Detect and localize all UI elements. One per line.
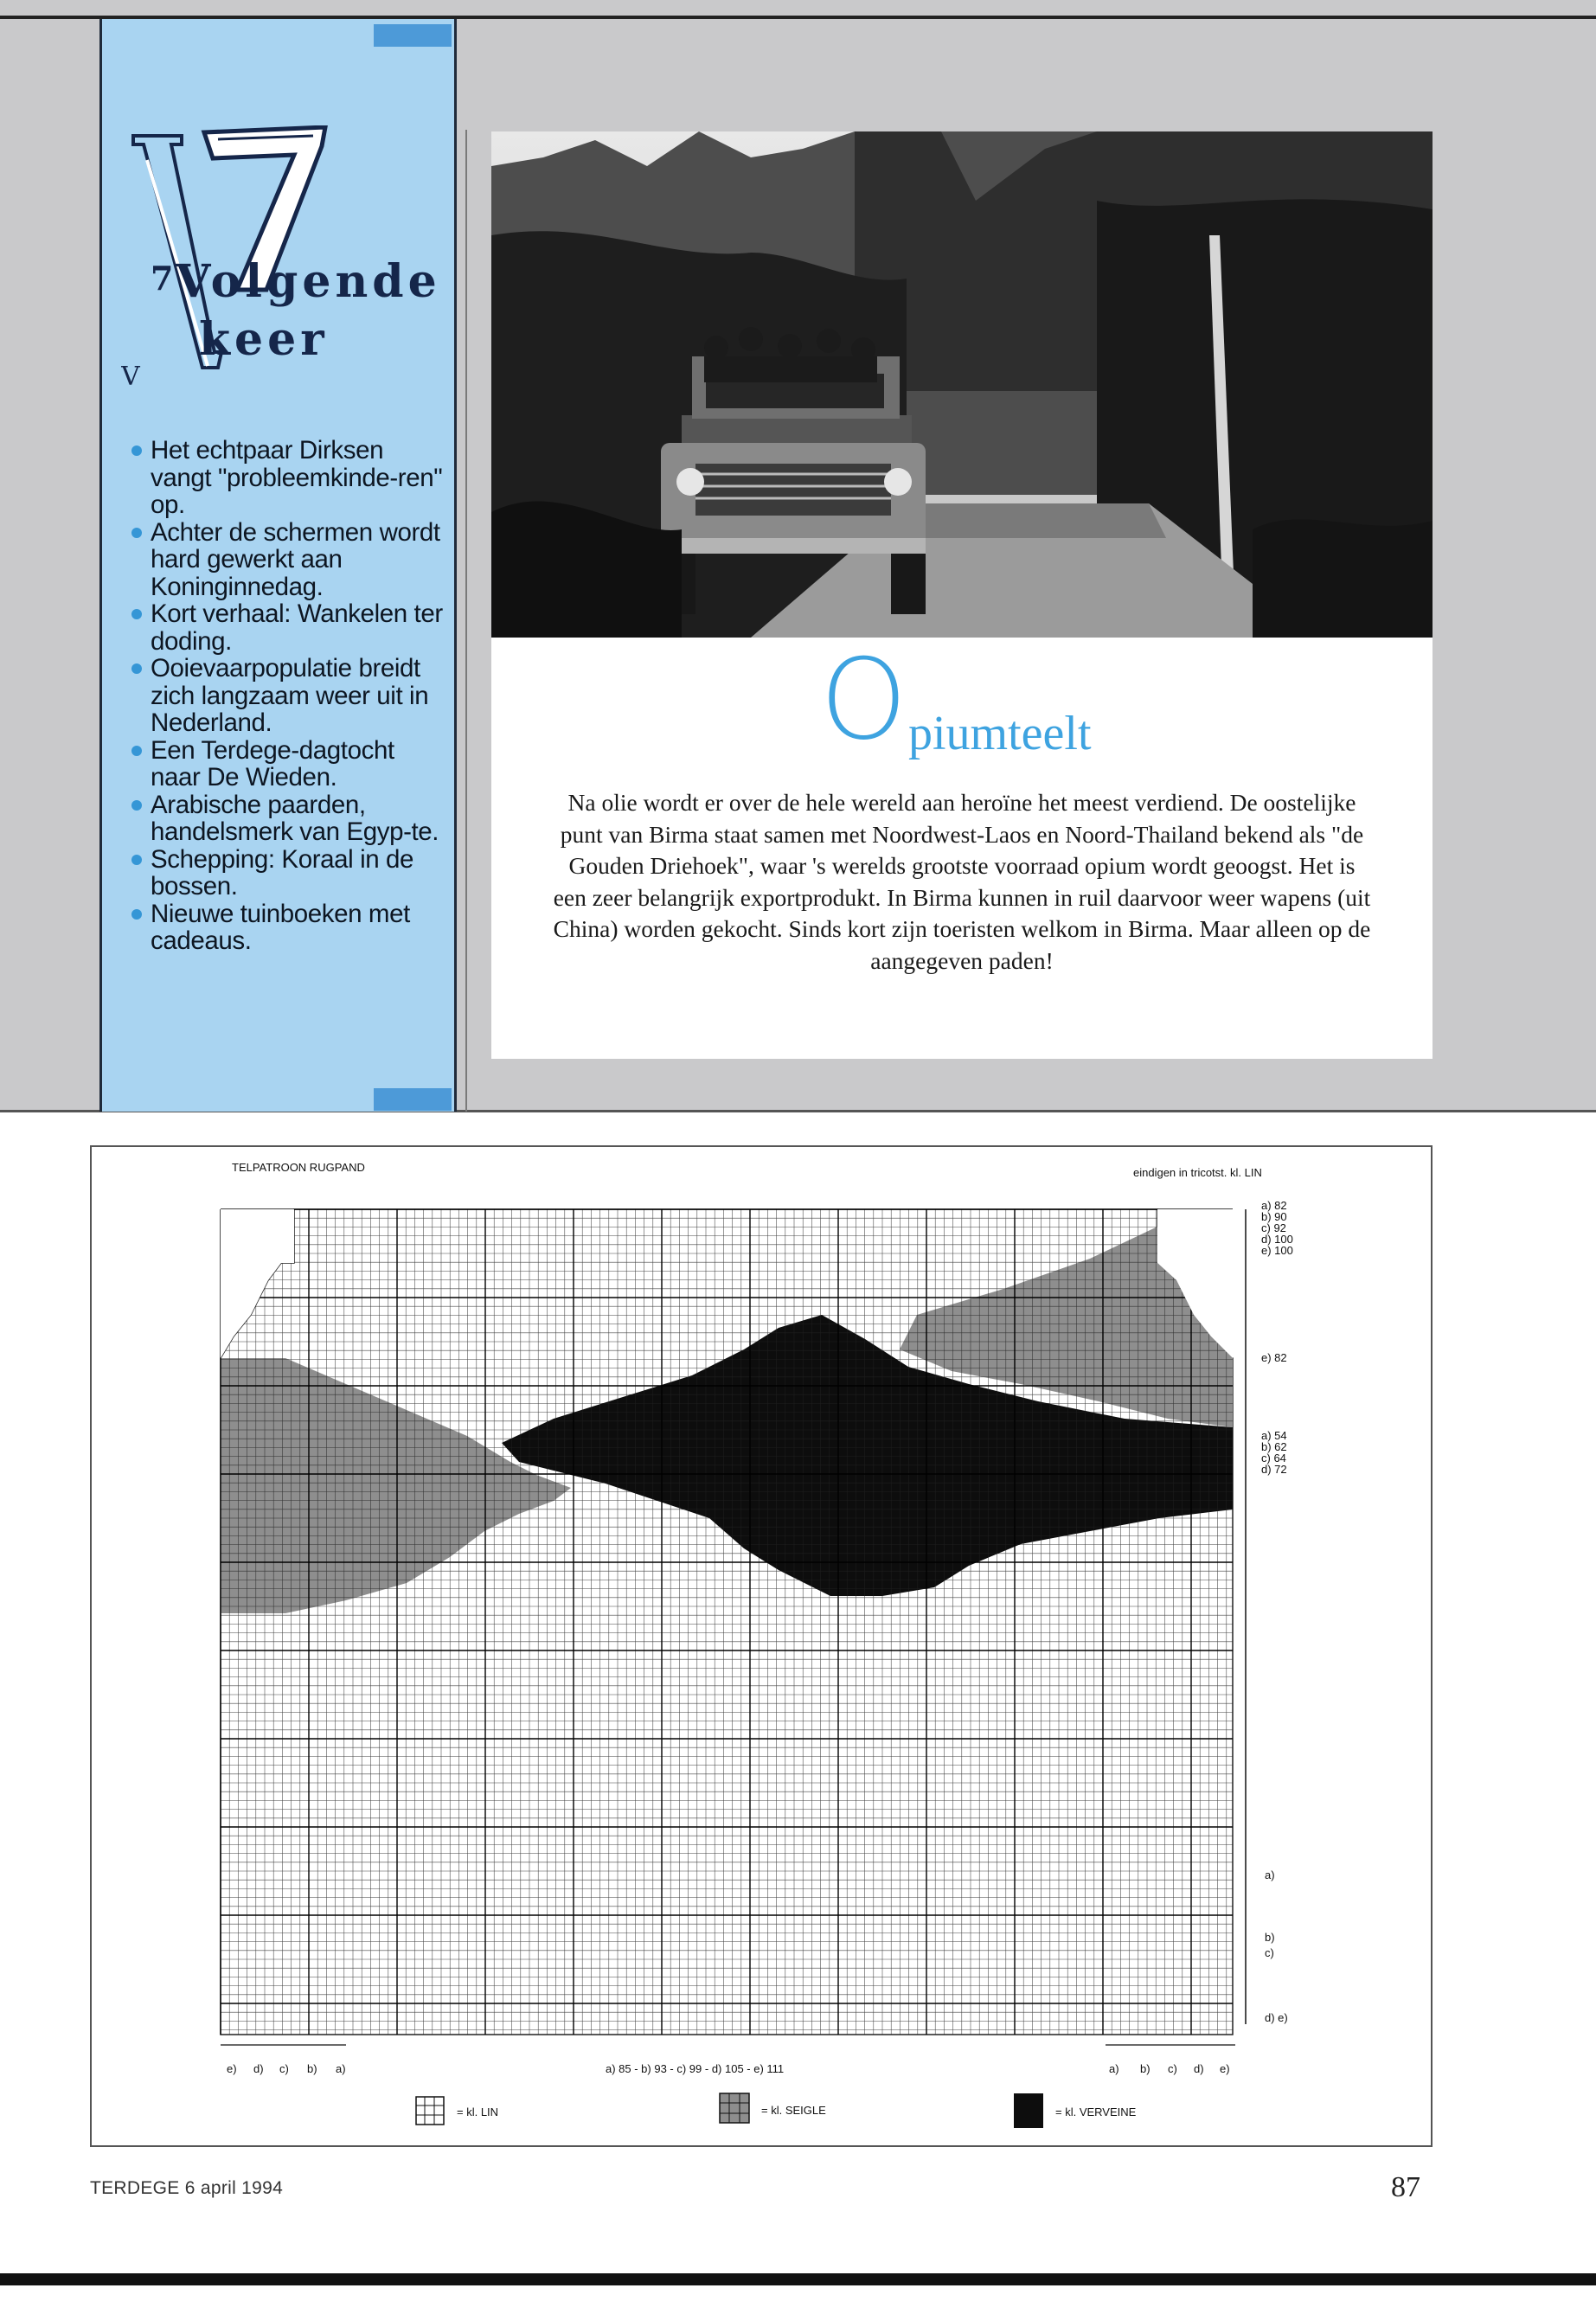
- legend-label: = kl. SEIGLE: [761, 2104, 826, 2117]
- chart-grid-area: [221, 1209, 1233, 2035]
- logo-number: 7: [151, 259, 174, 298]
- legend-label: = kl. LIN: [457, 2106, 499, 2118]
- right-size-labels: [1246, 1199, 1293, 2024]
- legend-label: = kl. VERVEINE: [1055, 2106, 1137, 2118]
- legend-item-lin: [416, 2097, 498, 2125]
- bottom-size-labels: [221, 2045, 1235, 2075]
- size-label: e) 82: [1261, 1351, 1287, 1364]
- chart-legend: [416, 2093, 1137, 2128]
- size-marker: b): [1265, 1931, 1275, 1944]
- size-label: c) 92: [1261, 1221, 1286, 1234]
- size-marker: b): [307, 2062, 317, 2075]
- bottom-center-count: a) 85 - b) 93 - c) 99 - d) 105 - e) 111: [606, 2062, 785, 2075]
- size-marker: c): [1168, 2062, 1177, 2075]
- size-marker: a): [336, 2062, 346, 2075]
- bottom-rule: [0, 2273, 1596, 2285]
- headline-initial: O: [820, 636, 907, 765]
- list-item: Kort verhaal: Wankelen ter doding.: [131, 600, 450, 655]
- chart-title: TELPATROON RUGPAND: [232, 1161, 365, 1174]
- article-body: Na olie wordt er over de hele wereld aan heroïne het meest verdiend. De oostelijke punt van Birma staat samen met Noordwest-Laos en Noord-Thailand bekend als "de Gouden Driehoek", waar 's werelds grootste voorraad opium wordt geoogst. Het is een zeer belangrijk exportprodukt. In Birma kunnen in ruil daarvoor weer wapens (uit China) worden gekocht. Sinds kort zijn toeristen welkom in Birma. Maar alleen op de aangegeven paden!: [553, 789, 1371, 974]
- size-marker: d) e): [1265, 2011, 1288, 2024]
- list-item: Een Terdege-dagtocht naar De Wieden.: [131, 737, 450, 792]
- headline-rest: piumteelt: [908, 707, 1092, 760]
- list-item: Schepping: Koraal in de bossen.: [131, 846, 450, 901]
- size-label: d) 72: [1261, 1463, 1287, 1476]
- list-item: Het echtpaar Dirksen vangt "probleemkinde-ren" op.: [131, 437, 450, 519]
- logo-title-line2: keer: [199, 313, 329, 366]
- legend-item-verveine: [1014, 2093, 1137, 2128]
- size-marker: b): [1140, 2062, 1151, 2075]
- size-marker: a): [1265, 1868, 1275, 1881]
- list-item: Arabische paarden, handelsmerk van Egyp-te.: [131, 792, 450, 846]
- list-item: Achter de schermen wordt hard gewerkt aan Koninginnedag.: [131, 519, 450, 601]
- size-marker: e): [227, 2062, 237, 2075]
- size-label: d) 100: [1261, 1233, 1293, 1246]
- legend-item-seigle: [720, 2093, 826, 2123]
- size-label: a) 82: [1261, 1199, 1287, 1212]
- size-label: a) 54: [1261, 1429, 1287, 1442]
- size-label: e) 100: [1261, 1244, 1293, 1257]
- size-marker: c): [1265, 1946, 1274, 1959]
- size-label: b) 90: [1261, 1210, 1287, 1223]
- logo-letter: V: [121, 362, 140, 392]
- size-marker: d): [253, 2062, 264, 2075]
- footer-issue: TERDEGE 6 april 1994: [90, 2178, 284, 2198]
- size-label: b) 62: [1261, 1440, 1287, 1453]
- list-item: Nieuwe tuinboeken met cadeaus.: [131, 901, 450, 955]
- page-number: 87: [1391, 2171, 1420, 2203]
- size-marker: a): [1109, 2062, 1119, 2075]
- logo-title-line1: Volgende: [176, 255, 441, 308]
- size-marker: e): [1220, 2062, 1230, 2075]
- size-marker: c): [279, 2062, 289, 2075]
- size-marker: d): [1194, 2062, 1204, 2075]
- size-label: c) 64: [1261, 1452, 1286, 1465]
- list-item: Ooievaarpopulatie breidt zich langzaam weer uit in Nederland.: [131, 655, 450, 737]
- chart-top-note: eindigen in tricotst. kl. LIN: [1133, 1166, 1262, 1179]
